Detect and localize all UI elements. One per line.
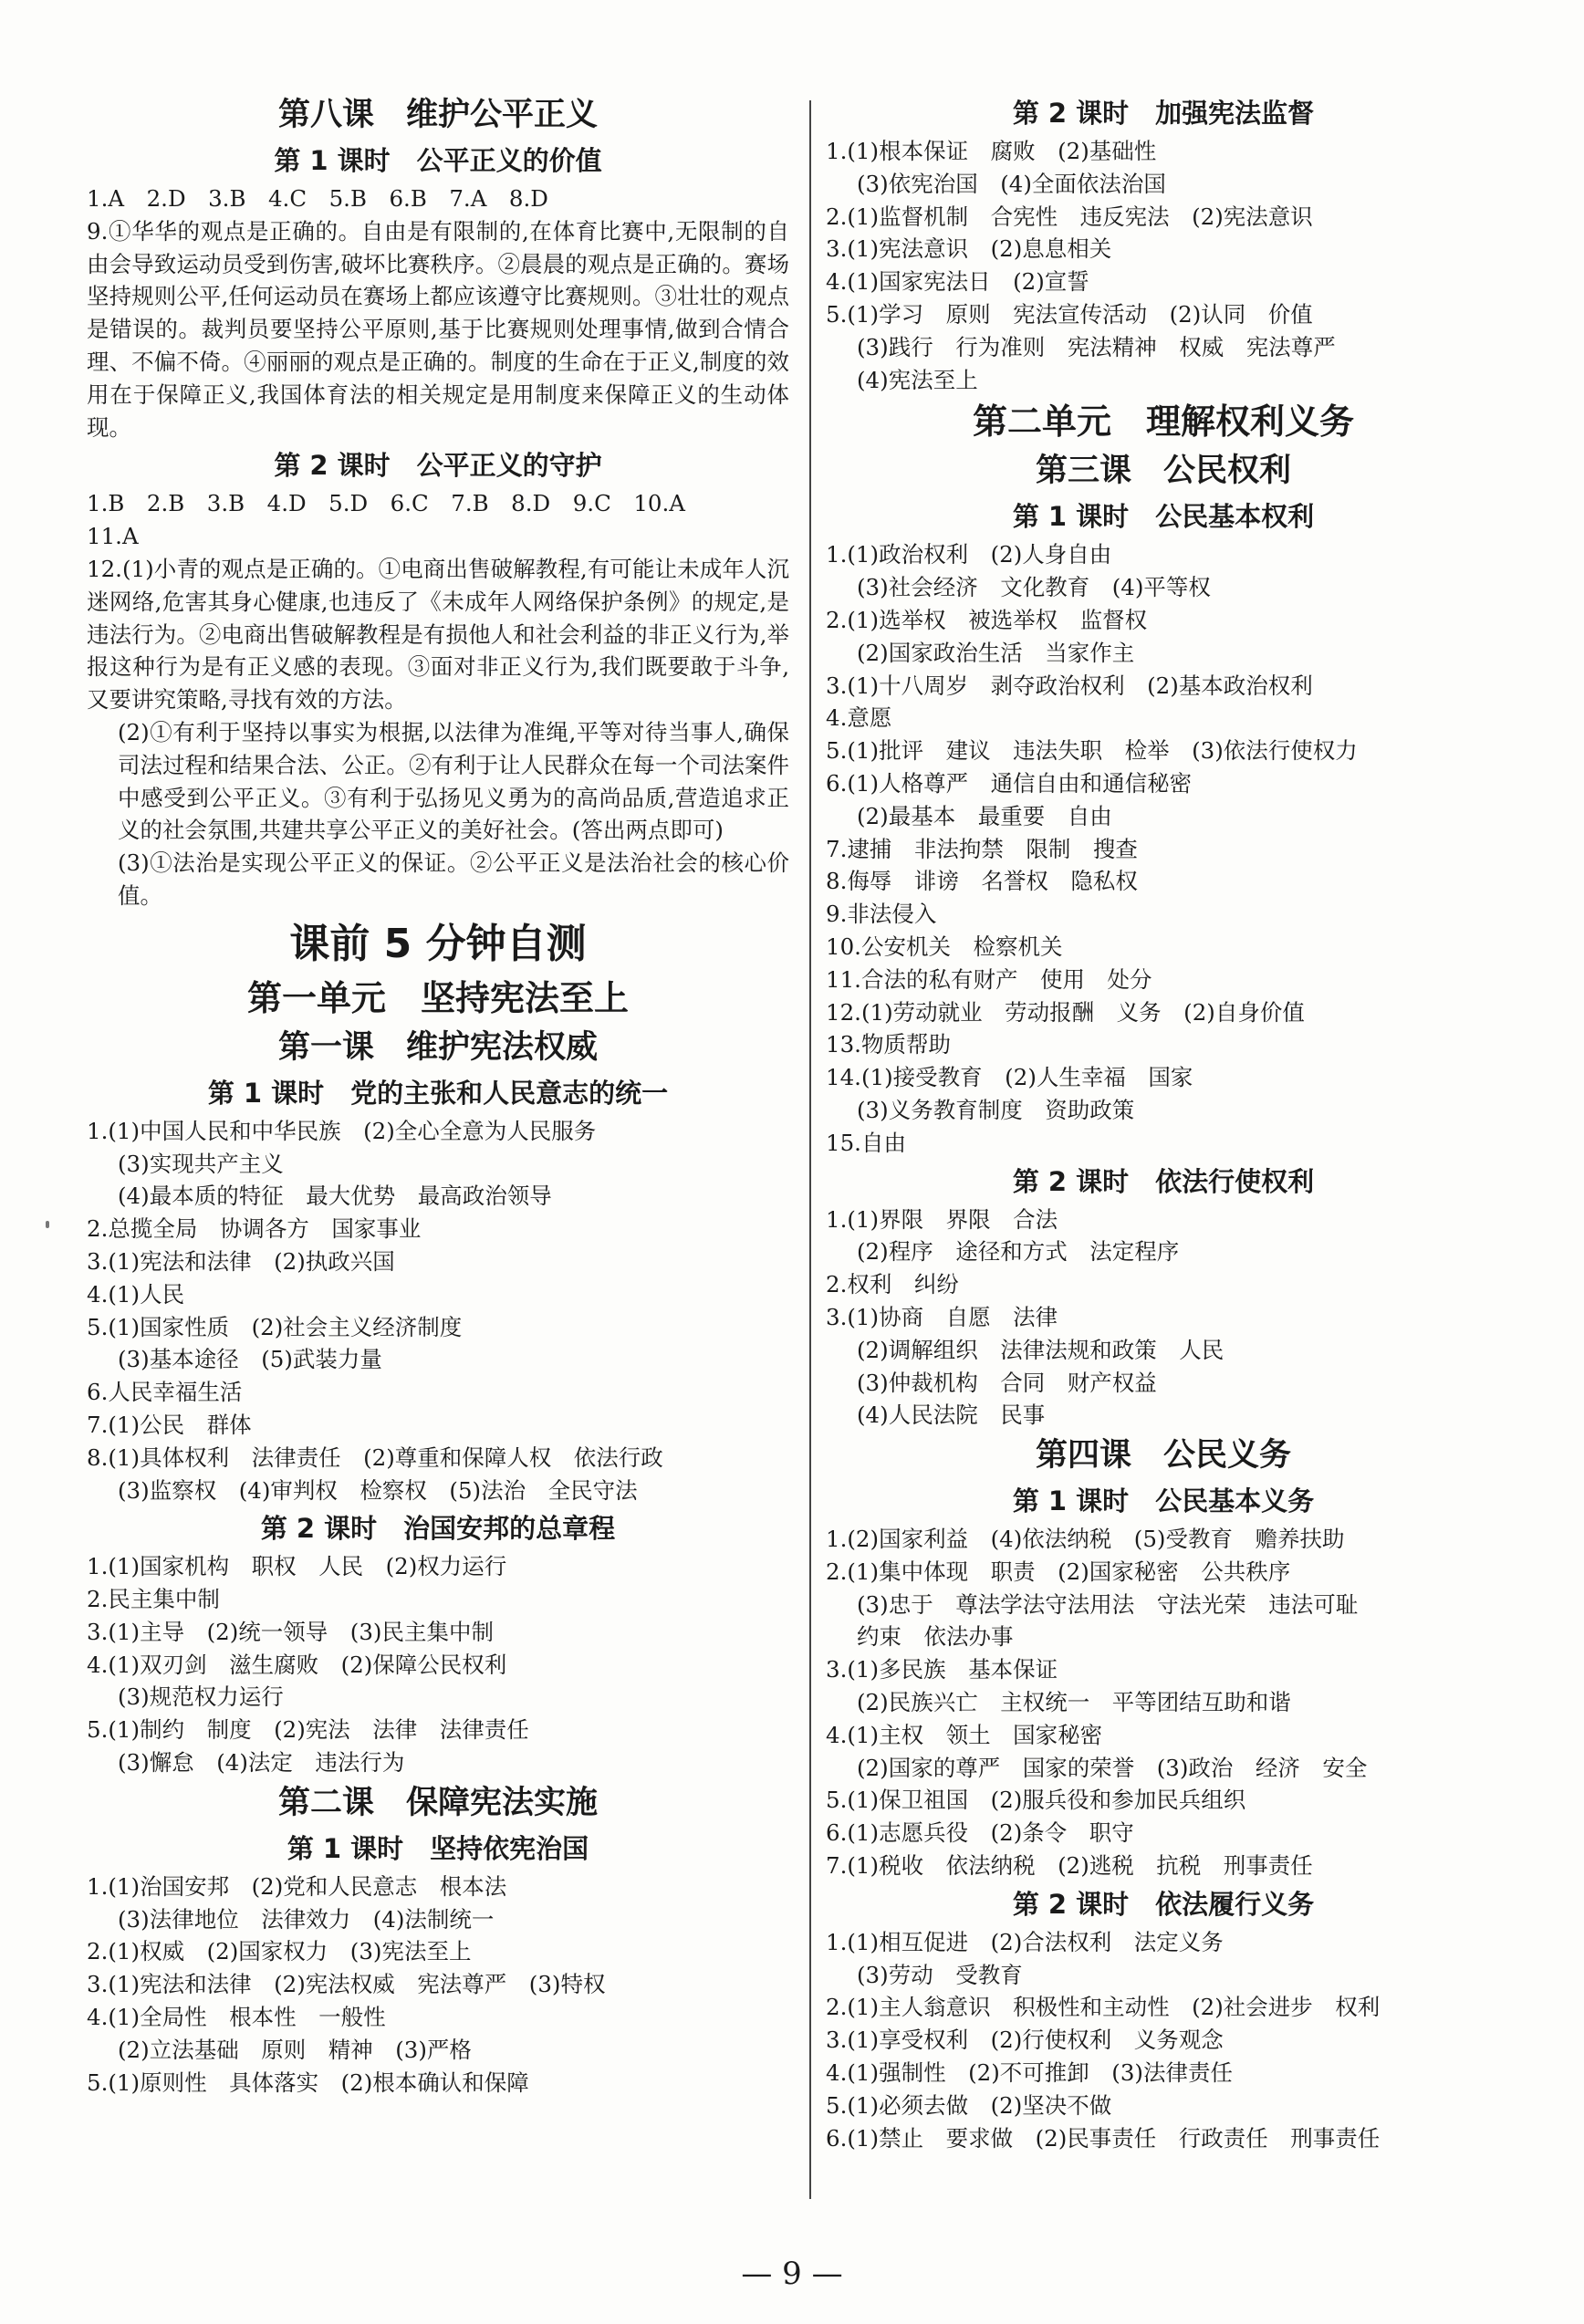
lesson-heading: 第八课 维护公平正义 <box>277 97 598 133</box>
answer-line: 9.非法侵入 <box>826 901 937 928</box>
section-title: 课前 5 分钟自测 <box>289 920 587 967</box>
answer-line: (2)国家政治生活 当家作主 <box>857 639 1135 666</box>
answer-line: (3)践行 行为准则 宪法精神 权威 宪法尊严 <box>857 333 1336 360</box>
answer-line: 11.合法的私有财产 使用 处分 <box>826 965 1152 993</box>
period-heading: 第 1 课时 党的主张和人民意志的统一 <box>207 1077 669 1109</box>
answer-line: 2.(1)权威 (2)国家权力 (3)宪法至上 <box>87 1938 472 1965</box>
answer-line: 14.(1)接受教育 (2)人生幸福 国家 <box>826 1064 1193 1091</box>
lesson-heading: 第二课 保障宪法实施 <box>277 1784 598 1821</box>
answer-line: 1.(1)相互促进 (2)合法权利 法定义务 <box>826 1928 1224 1955</box>
answer-line: (4)最本质的特征 最大优势 最高政治领导 <box>118 1183 552 1210</box>
period-heading: 第 2 课时 公平正义的守护 <box>274 450 602 482</box>
answer-line: (4)人民法院 民事 <box>857 1402 1046 1429</box>
answer-line: (2)国家的尊严 国家的荣誉 (3)政治 经济 安全 <box>857 1754 1368 1781</box>
right-column <box>826 91 1501 2154</box>
answer-line: (3)依宪治国 (4)全面依法治国 <box>857 170 1166 197</box>
answer-line: 1.(1)中国人民和中华民族 (2)全心全意为人民服务 <box>87 1117 597 1144</box>
answer-line: 6.人民幸福生活 <box>87 1379 243 1406</box>
unit-heading: 第二单元 理解权利义务 <box>972 401 1354 443</box>
answer-line: 10.公安机关 检察机关 <box>826 933 1063 960</box>
answer-line: 1.(1)政治权利 (2)人身自由 <box>826 541 1112 568</box>
column-divider <box>809 100 811 2199</box>
period-heading: 第 2 课时 依法行使权利 <box>1012 1165 1315 1197</box>
answer-line: 13.物质帮助 <box>826 1031 951 1058</box>
answer-line: (2)程序 途径和方式 法定程序 <box>857 1238 1180 1266</box>
answer-line: 5.(1)学习 原则 宪法宣传活动 (2)认同 价值 <box>826 300 1313 328</box>
answer-line: 5.(1)批评 建议 违法失职 检举 (3)依法行使权力 <box>826 737 1358 765</box>
answer-line: 2.(1)监督机制 合宪性 违反宪法 (2)宪法意识 <box>826 203 1313 230</box>
answer-line: 7.(1)公民 群体 <box>87 1411 252 1438</box>
answer-line: 5.(1)国家性质 (2)社会主义经济制度 <box>87 1313 463 1340</box>
answer-line: (3)实现共产主义 <box>118 1150 284 1177</box>
answer-line: 3.(1)主导 (2)统一领导 (3)民主集中制 <box>87 1618 494 1645</box>
answer-line: 1.A 2.D 3.B 4.C 5.B 6.B 7.A 8.D <box>87 185 548 212</box>
unit-heading: 第一单元 坚持宪法至上 <box>246 977 629 1018</box>
answer-line: 2.总揽全局 协调各方 国家事业 <box>87 1215 422 1243</box>
answer-line: 2.权利 纠纷 <box>826 1271 959 1298</box>
answer-line: 6.(1)人格尊严 通信自由和通信秘密 <box>826 769 1193 797</box>
answer-line: 15.自由 <box>826 1129 906 1156</box>
answer-line: 3.(1)协商 自愿 法律 <box>826 1303 1058 1330</box>
answer-line: (3)义务教育制度 资助政策 <box>857 1096 1135 1123</box>
answer-paragraph: (3)①法治是实现公平正义的保证。②公平正义是法治社会的核心价值。 <box>118 849 789 909</box>
answer-line: (2)调解组织 法律法规和政策 人民 <box>857 1336 1224 1363</box>
scan-mark <box>46 1221 49 1228</box>
answer-line: 约束 依法办事 <box>857 1623 1014 1651</box>
answer-line: (3)法律地位 法律效力 (4)法制统一 <box>118 1905 495 1933</box>
answer-line: 5.(1)原则性 具体落实 (2)根本确认和保障 <box>87 2069 529 2096</box>
answer-line: 3.(1)宪法意识 (2)息息相关 <box>826 235 1112 263</box>
answer-line: (3)规范权力运行 <box>118 1683 284 1711</box>
answer-line: 11.A <box>87 523 139 550</box>
period-heading: 第 2 课时 加强宪法监督 <box>1012 98 1315 129</box>
answer-line: 7.逮捕 非法拘禁 限制 搜查 <box>826 835 1138 862</box>
answer-line: 4.(1)人民 <box>87 1280 185 1308</box>
answer-line: (3)监察权 (4)审判权 检察权 (5)法治 全民守法 <box>118 1476 638 1504</box>
period-heading: 第 1 课时 公民基本义务 <box>1012 1485 1315 1517</box>
answer-paragraph: 12.(1)小青的观点是正确的。①电商出售破解教程,有可能让未成年人沉迷网络,危害其身心健康,也违反了《未成年人网络保护条例》的规定,是违法行为。②电商出售破解教程是有损他人和社会利益的非正义行为,举报这种行为是有正义感的表现。③面对非正义行为,我们既要敢于斗争,又要讲究策略,寻找有效的方法。 <box>87 555 789 714</box>
answer-line: 5.(1)保卫祖国 (2)服兵役和参加民兵组织 <box>826 1787 1246 1814</box>
answer-line: 1.(1)治国安邦 (2)党和人民意志 根本法 <box>87 1872 507 1900</box>
period-heading: 第 1 课时 坚持依宪治国 <box>287 1832 589 1864</box>
answer-line: 1.B 2.B 3.B 4.D 5.D 6.C 7.B 8.D 9.C 10.A <box>87 490 685 517</box>
answer-line: 3.(1)多民族 基本保证 <box>826 1656 1058 1683</box>
lesson-heading: 第四课 公民义务 <box>1035 1437 1291 1475</box>
answer-line: (3)社会经济 文化教育 (4)平等权 <box>857 574 1211 601</box>
answer-line: 3.(1)宪法和法律 (2)宪法权威 宪法尊严 (3)特权 <box>87 1971 606 1998</box>
answer-line: 2.民主集中制 <box>87 1586 220 1613</box>
answer-line: 5.(1)必须去做 (2)坚决不做 <box>826 2091 1112 2119</box>
lesson-heading: 第三课 公民权利 <box>1035 453 1291 490</box>
left-column <box>87 91 789 2099</box>
answer-line: (3)劳动 受教育 <box>857 1961 1023 1988</box>
answer-line: 12.(1)劳动就业 劳动报酬 义务 (2)自身价值 <box>826 998 1305 1026</box>
answer-line: (3)忠于 尊法学法守法用法 守法光荣 违法可耻 <box>857 1590 1359 1618</box>
answer-paragraph: (2)①有利于坚持以事实为根据,以法律为准绳,平等对待当事人,确保司法过程和结果合法、公正。②有利于让人民群众在每一个司法案件中感受到公平正义。③有利于弘扬见义勇为的高尚品质,营造追求正义的社会氛围,共建共享公平正义的美好社会。(答出两点即可) <box>118 718 789 844</box>
answer-line: 1.(1)界限 界限 合法 <box>826 1205 1058 1233</box>
answer-line: 4.(1)全局性 根本性 一般性 <box>87 2004 386 2031</box>
answer-line: (3)懈怠 (4)法定 违法行为 <box>118 1749 405 1777</box>
answer-line: (2)民族兴亡 主权统一 平等团结互助和谐 <box>857 1689 1291 1716</box>
answer-line: 4.(1)主权 领土 国家秘密 <box>826 1721 1103 1748</box>
answer-line: 1.(2)国家利益 (4)依法纳税 (5)受教育 赡养扶助 <box>826 1526 1345 1553</box>
answer-line: 3.(1)十八周岁 剥夺政治权利 (2)基本政治权利 <box>826 672 1313 699</box>
period-heading: 第 1 课时 公平正义的价值 <box>274 145 602 176</box>
answer-paragraph: 9.①华华的观点是正确的。自由是有限制的,在体育比赛中,无限制的自由会导致运动员受到伤害,破坏比赛秩序。②晨晨的观点是正确的。赛场坚持规则公平,任何运动员在赛场上都应该遵守比赛规则。③壮壮的观点是错误的。裁判员要坚持公平原则,基于比赛规则处理事情,做到合情合理、不偏不倚。④丽丽的观点是正确的。制度的生命在于正义,制度的效用在于保障正义,我国体育法的相关规定是用制度来保障正义的生动体现。 <box>87 217 789 441</box>
answer-line: 8.(1)具体权利 法律责任 (2)尊重和保障人权 依法行政 <box>87 1443 663 1471</box>
lesson-heading: 第一课 维护宪法权威 <box>277 1028 598 1066</box>
answer-line: 1.(1)国家机构 职权 人民 (2)权力运行 <box>87 1553 507 1580</box>
answer-line: 6.(1)志愿兵役 (2)条令 职守 <box>826 1819 1134 1847</box>
answer-line: 1.(1)根本保证 腐败 (2)基础性 <box>826 138 1157 164</box>
answer-line: (2)立法基础 原则 精神 (3)严格 <box>118 2036 472 2063</box>
answer-line: (4)宪法至上 <box>857 366 978 393</box>
answer-line: 4.(1)双刃剑 滋生腐败 (2)保障公民权利 <box>87 1651 507 1678</box>
answer-line: 7.(1)税收 依法纳税 (2)逃税 抗税 刑事责任 <box>826 1852 1313 1880</box>
answer-line: 2.(1)集中体现 职责 (2)国家秘密 公共秩序 <box>826 1558 1291 1585</box>
answer-line: 4.意愿 <box>826 704 892 732</box>
answer-line: (3)基本途径 (5)武装力量 <box>118 1346 382 1373</box>
answer-line: (3)仲裁机构 合同 财产权益 <box>857 1369 1157 1396</box>
period-heading: 第 2 课时 治国安邦的总章程 <box>260 1513 616 1545</box>
answer-line: (2)最基本 最重要 自由 <box>857 802 1112 829</box>
answer-line: 5.(1)制约 制度 (2)宪法 法律 法律责任 <box>87 1716 529 1744</box>
answer-line: 4.(1)强制性 (2)不可推卸 (3)法律责任 <box>826 2059 1233 2087</box>
answer-line: 8.侮辱 诽谤 名誉权 隐私权 <box>826 868 1138 895</box>
answer-line: 3.(1)享受权利 (2)行使权利 义务观念 <box>826 2027 1224 2054</box>
period-heading: 第 1 课时 公民基本权利 <box>1012 501 1315 533</box>
answer-line: 4.(1)国家宪法日 (2)宣誓 <box>826 268 1089 296</box>
answer-line: 6.(1)禁止 要求做 (2)民事责任 行政责任 刑事责任 <box>826 2124 1381 2152</box>
page-number: — 9 — <box>741 2256 843 2292</box>
answer-line: 3.(1)宪法和法律 (2)执政兴国 <box>87 1247 395 1275</box>
answer-line: 2.(1)主人翁意识 积极性和主动性 (2)社会进步 权利 <box>826 1994 1381 2021</box>
period-heading: 第 2 课时 依法履行义务 <box>1012 1888 1315 1920</box>
answer-line: 2.(1)选举权 被选举权 监督权 <box>826 606 1148 633</box>
